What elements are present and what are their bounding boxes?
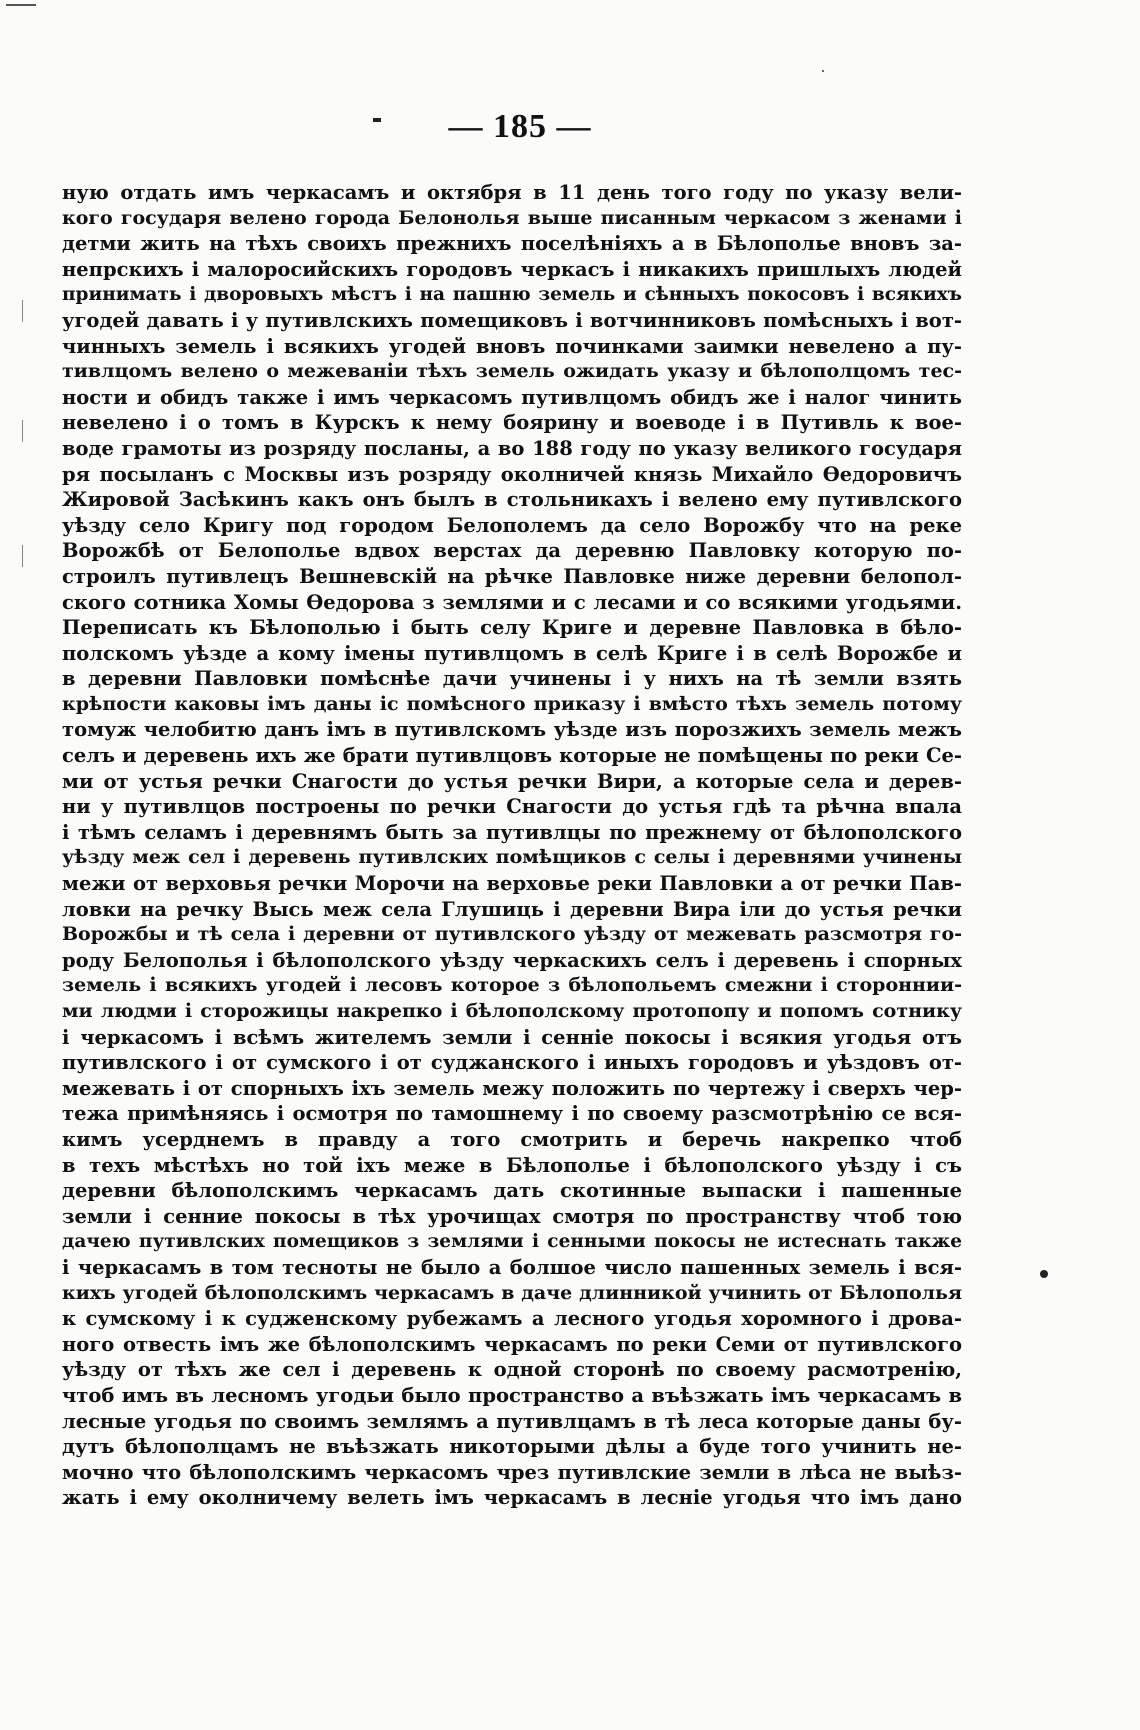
text-line: кимъ усерднемъ в правду а того смотрить и беречь накрепко чтоб: [62, 1127, 962, 1151]
text-line: лесные угодья по своимъ землямъ а путивлцамъ в тѣ леса которые даны бу-: [62, 1409, 962, 1433]
text-line: тежа примѣняясь і осмотря по тамошнему і по своему разсмотрѣнію се вся-: [62, 1102, 962, 1126]
text-line: ского сотника Хомы Ѳедорова з землями и с лесами и со всякими угодьями.: [62, 590, 962, 614]
text-line: і черкасамъ в том тесноты не было а болшое число пашенных земель і вся-: [62, 1255, 962, 1279]
text-line: ловки на речку Высь меж села Глушиць і деревни Вира іли до устья речки: [62, 897, 962, 921]
text-line: ную отдать имъ черкасамъ и октября в 11 день того году по указу вели-: [62, 181, 962, 204]
text-line: Ворожбы и тѣ села і деревни от путивлского уѣзду от межевать разсмотря го-: [62, 923, 962, 946]
text-line: ни у путивлцов построены по речки Снагости до устья гдѣ та рѣчна впала: [62, 795, 962, 819]
text-line: строилъ путивлецъ Вешневскій на рѣчке Павловке ниже деревни белопол-: [62, 564, 962, 588]
text-line: в техъ мѣстѣхъ но той іхъ меже в Бѣлополье і бѣлополского уѣзду і съ: [62, 1153, 962, 1177]
text-line: чтоб имъ въ лесномъ угодьи было пространство а въѣзжать імъ черкасамъ в: [62, 1383, 962, 1407]
text-line: путивлского і от сумского і от суджанского і иныхъ городовъ и уѣздовъ от-: [62, 1051, 962, 1075]
text-line: уѣзду от тѣхъ же сел і деревень к одной сторонѣ по своему расмотренію,: [62, 1358, 962, 1382]
text-line: невелено і о томъ в Курскъ к нему боярину и воеводе і в Путивль к вое-: [62, 411, 962, 435]
body-text: [62, 180, 962, 1511]
text-line: ря посыланъ с Москвы изъ розряду околничей князь Михайло Ѳедоровичъ: [62, 462, 962, 486]
text-line: к сумскому і к судженскому рубежамъ а лесного угодья хоромного і дрова-: [62, 1307, 962, 1331]
text-line: земли і сенние покосы в тѣх урочищах смотря по пространству чтоб тою: [62, 1204, 962, 1228]
text-line: Жировой Засѣкинъ какъ онъ былъ в стольникахъ і велено ему путивлского: [62, 488, 962, 512]
text-line: земель і всякихъ угодей і лесовъ которое з бѣлопольемъ смежни і стороннии-: [62, 974, 962, 997]
text-line: кого государя велено города Белонолья выше писанным черкасом з женами і: [62, 206, 962, 229]
page-number: — 185 —: [448, 108, 592, 145]
text-line: межи от верховья речки Морочи на верховье реки Павловки а от речки Пав-: [62, 872, 962, 896]
text-line: угодей давать і у путивлскихъ помещиковъ і вотчинниковъ помѣсныхъ і вот-: [62, 308, 962, 332]
scan-speck: [822, 70, 824, 72]
text-line: і черкасомъ і всѣмъ жителемъ земли і сенніе покосы і всякия угодья отъ: [62, 1025, 962, 1049]
text-line: полскомъ уѣзде а кому імены путивлцомъ в селѣ Криге і в селѣ Ворожбе и: [62, 641, 962, 665]
text-line: чинныхъ земель і всякихъ угодей вновъ починками заимки невелено а пу-: [62, 334, 962, 358]
text-line: ми людми і сторожицы накрепко і бѣлополскому протопопу и попомъ сотнику: [62, 1000, 962, 1022]
text-line: крѣпости каковы імъ даны іс помѣсного приказу і вмѣсто тѣхъ земель потому: [62, 692, 962, 715]
text-line: мочно что бѣлополскимъ черкасомъ чрез путивлские земли в лѣса не выѣз-: [62, 1460, 962, 1484]
margin-mark: [22, 300, 23, 322]
text-line: межевать і от спорныхъ іхъ земель межу положить по чертежу і сверхъ чер-: [62, 1076, 962, 1100]
text-line: роду Белополья і бѣлополского уѣзду черкаскихъ селъ і деревень і спорных: [62, 948, 962, 972]
text-line: Переписать къ Бѣлополью і быть селу Криге и деревне Павловка в бѣло-: [62, 616, 962, 640]
text-line: уѣзду меж сел і деревень путивлских помѣщиков с селы і деревнями учинены: [62, 846, 962, 869]
text-line: дачею путивлских помещиков з землями і сенными покосы не истеснать также: [62, 1231, 962, 1253]
text-line: воде грамоты из розряду посланы, а во 188 году по указу великого государя: [62, 436, 962, 460]
text-line: дутъ бѣлополцамъ не въѣзжать никоторыми дѣлы а буде того учинить не-: [62, 1435, 962, 1459]
header-dash: [373, 118, 381, 122]
margin-mark: [22, 545, 23, 567]
scan-corner-mark: [6, 4, 36, 6]
text-line: принимать і дворовыхъ мѣстъ і на пашню земель и сѣнныхъ покосовъ і всякихъ: [62, 284, 962, 306]
text-line: Ворожбѣ от Белополье вдвох верстах да деревню Павловку которую по-: [62, 539, 962, 563]
margin-dot: [1040, 1270, 1048, 1278]
text-line: томуж челобитю данъ імъ в путивлскомъ уѣзде изъ порозжихъ земель межъ: [62, 718, 962, 742]
text-line: селъ и деревень ихъ же брати путивлцовъ которые не помѣщены по реки Се-: [62, 744, 962, 768]
text-line: в деревни Павловки помѣснѣе дачи учинены і у нихъ на тѣ земли взять: [62, 667, 962, 691]
margin-mark: [22, 420, 23, 442]
text-line: і тѣмъ селамъ і деревнямъ быть за путивлцы по прежнему от бѣлополского: [62, 820, 962, 844]
text-line: ности и обидъ также і имъ черкасомъ путивлцомъ обидъ же і налог чинить: [62, 385, 962, 409]
text-line: деревни бѣлополскимъ черкасамъ дать скотинные выпаски і пашенные: [62, 1179, 962, 1203]
text-line: кихъ угодей бѣлополскимъ черкасамъ в даче длинникой учинить от Бѣлополья: [62, 1281, 962, 1304]
text-line: ного отвесть імъ же бѣлополскимъ черкасамъ по реки Семи от путивлского: [62, 1332, 962, 1356]
text-line: детми жить на тѣхъ своихъ прежнихъ поселѣніяхъ а в Бѣлополье вновъ за-: [62, 232, 962, 256]
text-line: ми от устья речки Снагости до устья речки Вири, а которые села и дерев-: [62, 769, 962, 793]
text-line: уѣзду село Кригу под городом Белополемъ да село Ворожбу что на реке: [62, 513, 962, 537]
text-line: непрскихъ і малоросийскихъ городовъ черкасъ і никакихъ пришлыхъ людей: [62, 257, 962, 281]
text-line: жать і ему околничему велеть імъ черкасамъ в лесніе угодья что імъ дано: [62, 1486, 962, 1510]
text-line: тивлцомъ велено о межеваніи тѣхъ земель ожидать указу и бѣлополцомъ тес-: [62, 360, 962, 383]
